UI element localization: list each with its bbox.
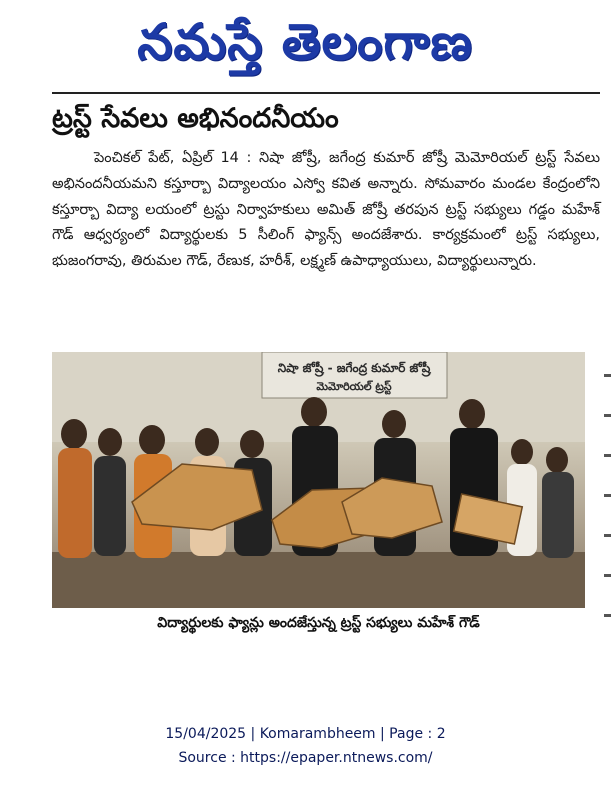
footer-date-edition: 15/04/2025 | Komarambheem | Page : 2: [165, 726, 446, 742]
article-headline: ట్రస్ట్ సేవలు అభినందనీయం: [52, 103, 339, 134]
adjacent-column-edge: [604, 360, 611, 640]
photo-banner-line2: మెమోరియల్ ట్రస్ట్: [316, 380, 392, 393]
article-photo: [52, 352, 585, 608]
footer-source: Source : https://epaper.ntnews.com/: [178, 750, 433, 766]
masthead-title: నమస్తే తెలంగాణ: [137, 13, 473, 71]
photo-illustration: [52, 352, 585, 608]
headline-rule: [52, 92, 600, 94]
article-body: పెంచికల్ పేట్, ఏప్రిల్ 14 : నిషా జోష్రీ, జగేంద్ర కుమార్ జోష్రీ మెమోరియల్ ట్రస్ట్ సేవలు అభినందనీయమని కస్తూర్బా విద్యాలయం ఎస్వో కవిత అన్నారు. సోమవారం మండల కేంద్రంలోని కస్తూర్బా విద్యా లయంలో ట్రస్టు నిర్వాహకులు అమిత్ జోష్రీ తరపున ట్రస్ట్ సభ్యులు గడ్డం మహేశ్ గౌడ్ ఆధ్వర్యంలో విద్యార్థులకు 5 సీలింగ్ ఫ్యాన్స్ అందజేశారు. కార్యక్రమంలో ట్రస్ట్ సభ్యులు, భుజంగరావు, తిరుమల గౌడ్, రేణుక, హరీశ్, లక్ష్మణ్ ఉపాధ్యాయులు, విద్యార్థులున్నారు.: [52, 150, 600, 270]
photo-banner-line1: నిషా జోష్రీ - జగేంద్ర కుమార్ జోష్రీ: [277, 361, 431, 375]
photo-floor: [52, 552, 585, 608]
photo-caption: విద్యార్థులకు ఫ్యాన్లు అందజేస్తున్న ట్రస్ట్ సభ్యులు మహేశ్ గౌడ్: [157, 615, 480, 631]
page-footer: [0, 722, 611, 770]
newspaper-masthead: [90, 6, 520, 78]
